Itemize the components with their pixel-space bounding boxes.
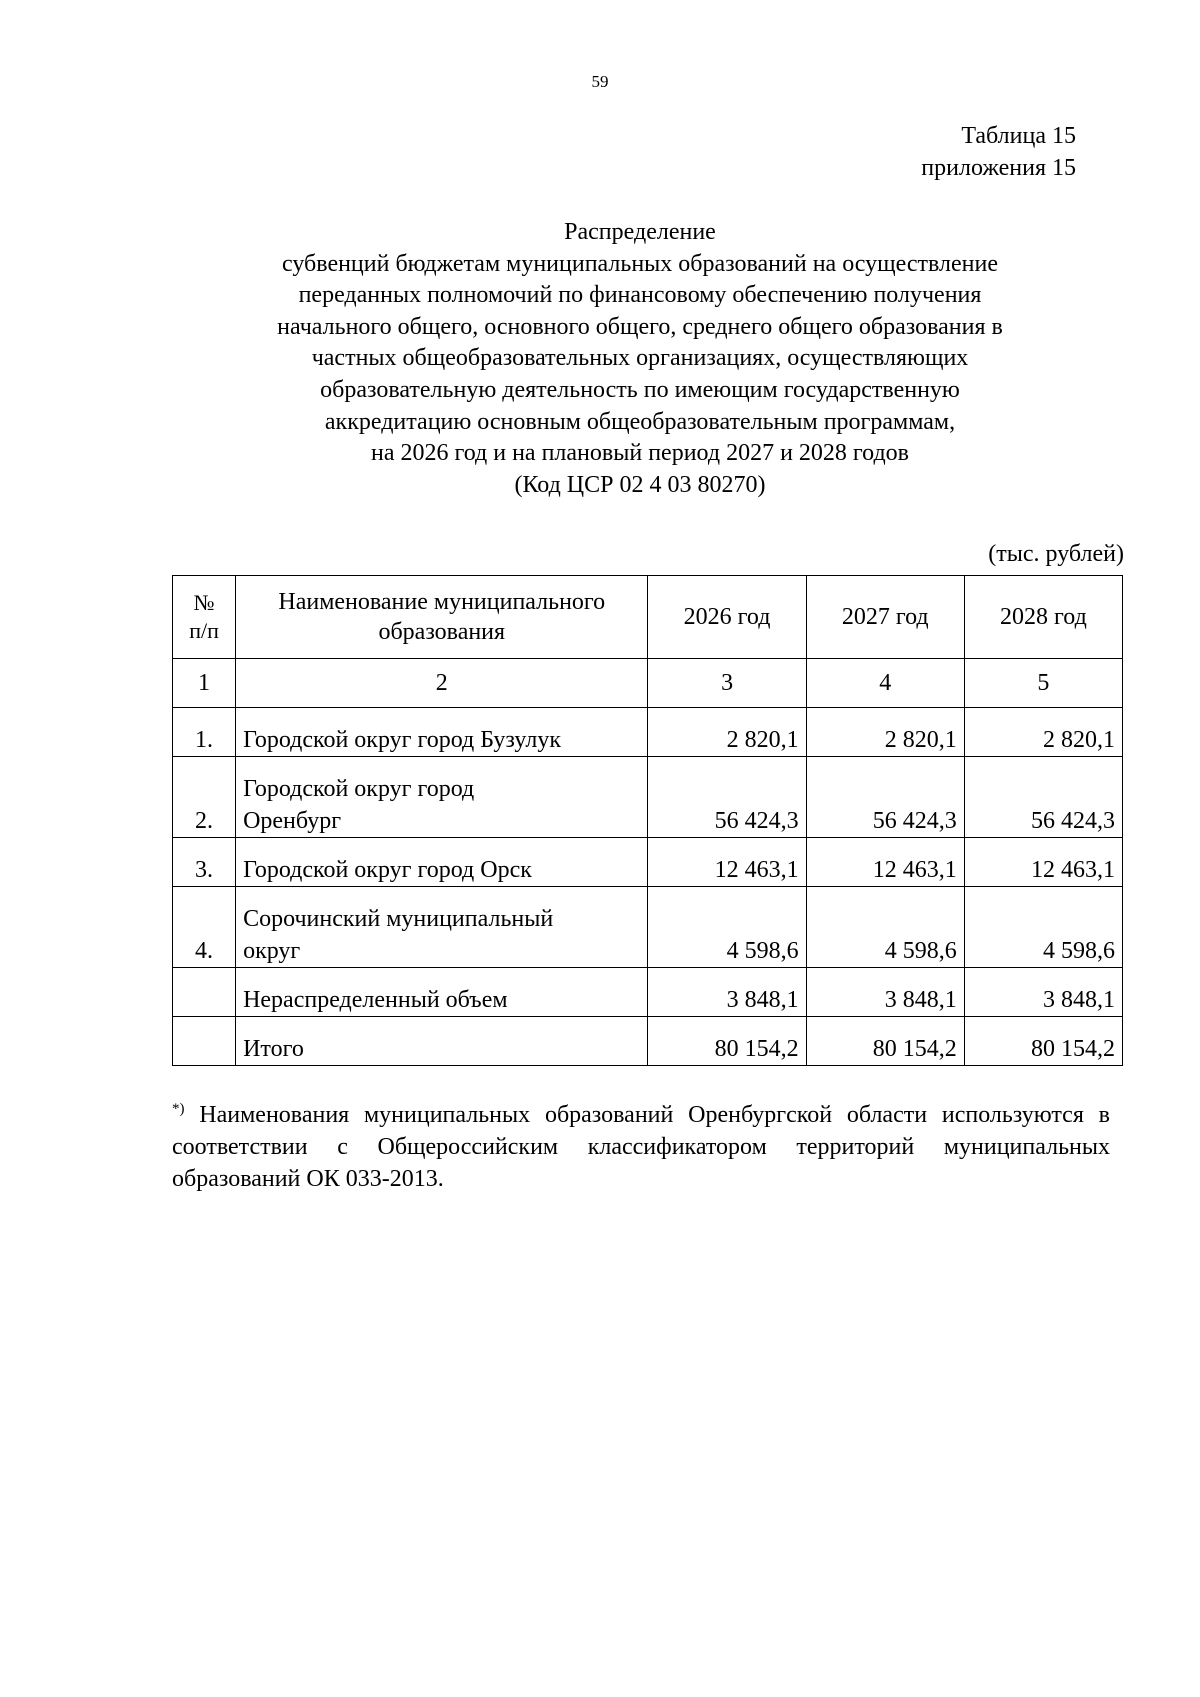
header-2026: 2026 год bbox=[648, 576, 806, 659]
row-number: 2. bbox=[173, 757, 236, 838]
title-line: на 2026 год и на плановый период 2027 и 2028 годов bbox=[370, 440, 910, 467]
municipality-name-line: Городской округ город bbox=[243, 776, 475, 802]
row-number bbox=[173, 1017, 236, 1066]
header-name-line: Наименование муниципального bbox=[278, 589, 606, 615]
municipality-name: Городской округ город Бузулук bbox=[236, 708, 648, 757]
title-line: субвенций бюджетам муниципальных образований на осуществление bbox=[282, 250, 998, 277]
municipality-name bbox=[236, 757, 648, 838]
total-row bbox=[173, 1017, 1123, 1066]
value-2027: 56 424,3 bbox=[806, 757, 964, 838]
title-heading: Распределение bbox=[564, 219, 716, 245]
value-2028: 12 463,1 bbox=[964, 838, 1122, 887]
value-2027: 2 820,1 bbox=[806, 708, 964, 757]
document-title bbox=[180, 217, 1100, 501]
column-index: 2 bbox=[236, 659, 648, 708]
total-2027: 80 154,2 bbox=[806, 1017, 964, 1066]
title-line: переданных полномочий по финансовому обеспечению получения bbox=[298, 282, 982, 309]
column-index: 5 bbox=[964, 659, 1122, 708]
municipality-name-line: округ bbox=[243, 938, 301, 964]
row-number: 4. bbox=[173, 887, 236, 968]
table-row bbox=[173, 708, 1123, 757]
title-line: начального общего, основного общего, среднего общего образования в bbox=[277, 313, 1003, 340]
column-index: 4 bbox=[806, 659, 964, 708]
page-number: 59 bbox=[591, 72, 609, 91]
municipality-name-line: Оренбург bbox=[243, 808, 342, 834]
value-2028: 2 820,1 bbox=[964, 708, 1122, 757]
header-number bbox=[173, 576, 236, 659]
total-2026: 80 154,2 bbox=[648, 1017, 806, 1066]
row-number: 3. bbox=[173, 838, 236, 887]
municipality-name: Городской округ город Орск bbox=[236, 838, 648, 887]
header-number-sign: № bbox=[193, 590, 215, 615]
table-header-row bbox=[173, 576, 1123, 659]
value-2028: 4 598,6 bbox=[964, 887, 1122, 968]
title-line: аккредитацию основным общеобразовательным программам, bbox=[324, 408, 956, 435]
value-2028: 3 848,1 bbox=[964, 968, 1122, 1017]
column-index: 1 bbox=[173, 659, 236, 708]
title-line: частных общеобразовательных организациях, осуществляющих bbox=[311, 345, 969, 372]
header-2028: 2028 год bbox=[964, 576, 1122, 659]
column-index-row bbox=[173, 659, 1123, 708]
table-number: Таблица 15 bbox=[961, 123, 1076, 149]
row-number: 1. bbox=[173, 708, 236, 757]
table-row bbox=[173, 887, 1123, 968]
row-number bbox=[173, 968, 236, 1017]
unallocated-label: Нераспределенный объем bbox=[236, 968, 648, 1017]
value-2027: 4 598,6 bbox=[806, 887, 964, 968]
value-2026: 4 598,6 bbox=[648, 887, 806, 968]
value-2027: 12 463,1 bbox=[806, 838, 964, 887]
distribution-table bbox=[172, 575, 1123, 1066]
value-2026: 2 820,1 bbox=[648, 708, 806, 757]
table-row bbox=[173, 757, 1123, 838]
value-2027: 3 848,1 bbox=[806, 968, 964, 1017]
header-name bbox=[236, 576, 648, 659]
appendix-reference: приложения 15 bbox=[921, 155, 1076, 181]
footnote bbox=[172, 1093, 1110, 1195]
header-name-line: образования bbox=[378, 619, 506, 645]
value-2028: 56 424,3 bbox=[964, 757, 1122, 838]
unallocated-row bbox=[173, 968, 1123, 1017]
units-label: (тыс. рублей) bbox=[988, 541, 1124, 567]
municipality-name-line: Сорочинский муниципальный bbox=[243, 906, 554, 932]
column-index: 3 bbox=[648, 659, 806, 708]
title-line: образовательную деятельность по имеющим государственную bbox=[320, 376, 960, 403]
municipality-name bbox=[236, 887, 648, 968]
footnote-marker: *) bbox=[172, 1101, 185, 1117]
value-2026: 56 424,3 bbox=[648, 757, 806, 838]
table-row bbox=[173, 838, 1123, 887]
header-number-abbr: п/п bbox=[189, 618, 219, 643]
header-2027: 2027 год bbox=[806, 576, 964, 659]
title-code-line: (Код ЦСР 02 4 03 80270) bbox=[514, 471, 766, 498]
total-2028: 80 154,2 bbox=[964, 1017, 1122, 1066]
table-reference bbox=[921, 120, 1076, 184]
total-label: Итого bbox=[236, 1017, 648, 1066]
value-2026: 3 848,1 bbox=[648, 968, 806, 1017]
footnote-text: Наименования муниципальных образований Оренбургской области используются в соответствии с Общероссийским классификатором территорий муниципальных образований ОК 033-2013. bbox=[172, 1102, 1110, 1192]
value-2026: 12 463,1 bbox=[648, 838, 806, 887]
